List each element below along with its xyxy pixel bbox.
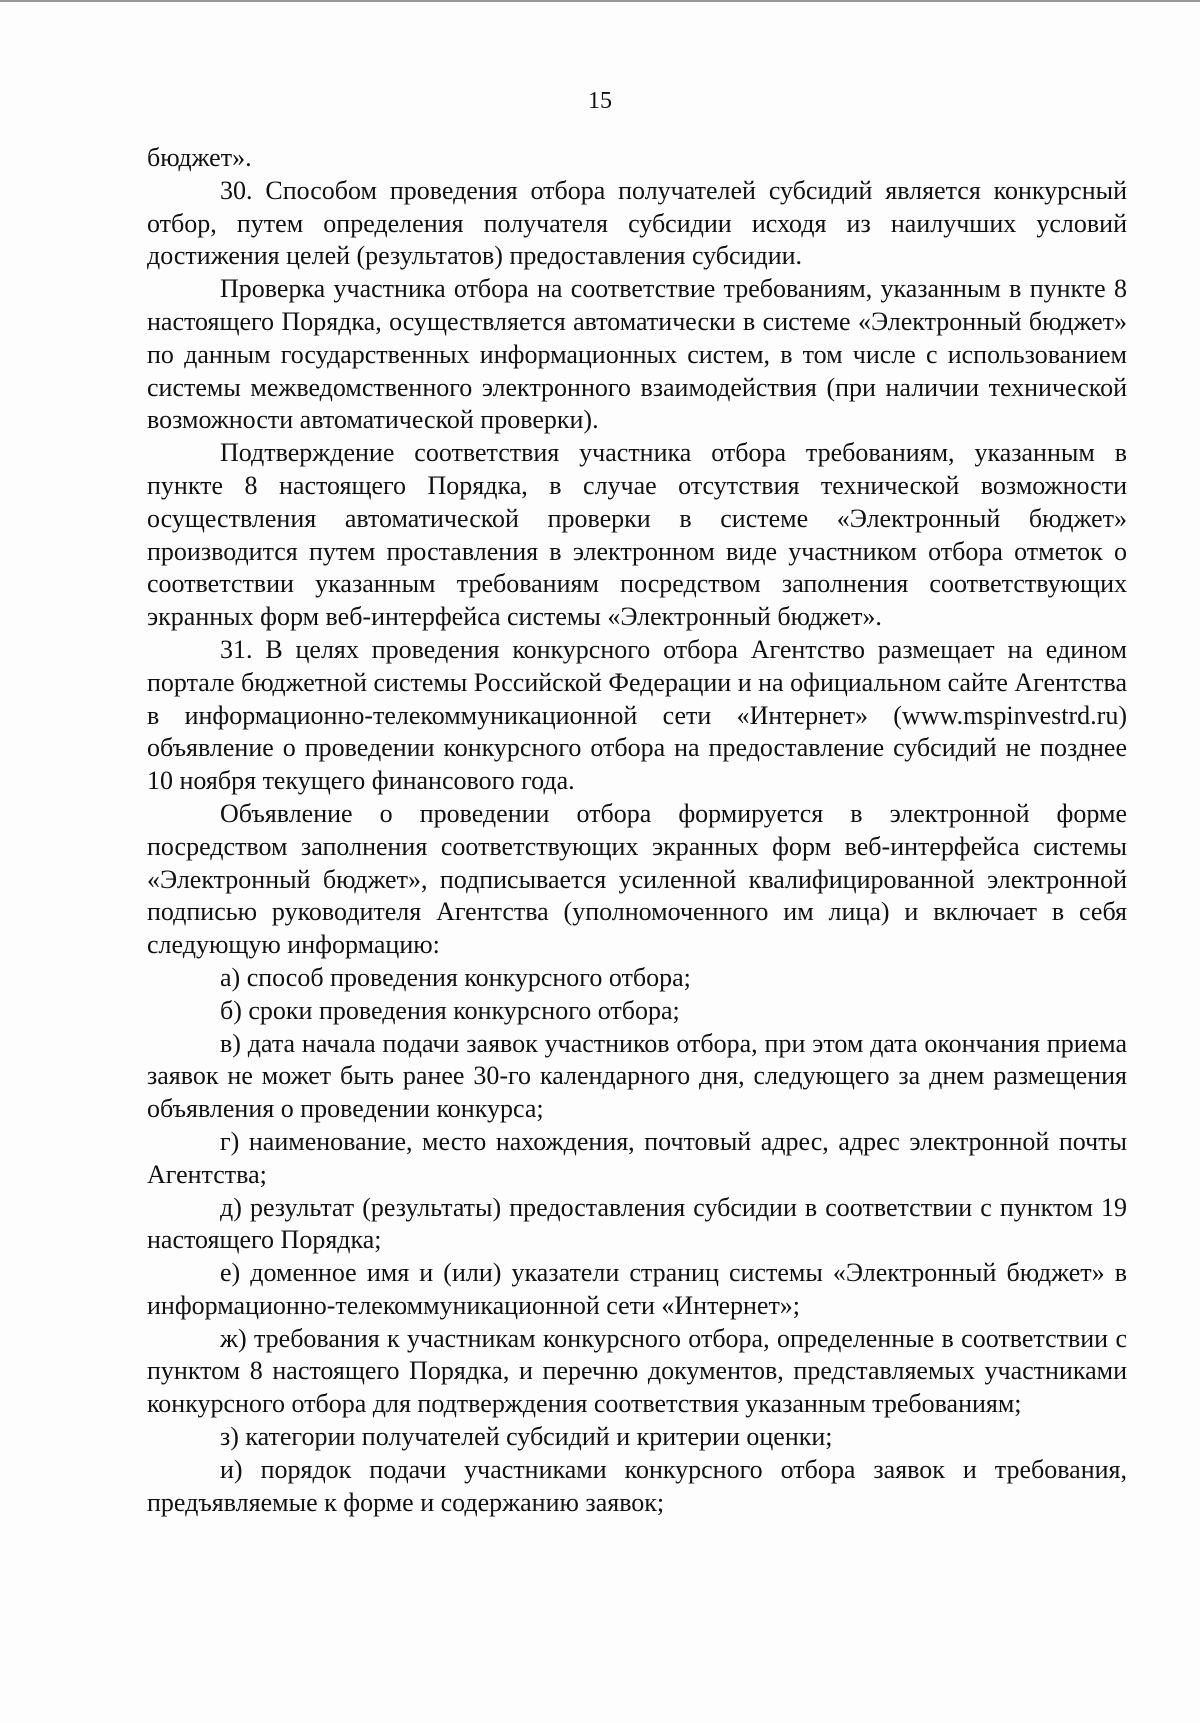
scan-top-edge <box>0 0 1200 2</box>
document-body <box>147 142 1127 1519</box>
list-item-v: в) дата начала подачи заявок участников отбора, при этом дата окончания приема заявок не может быть ранее 30-го календарного дня, следующего за днем размещения объявления о проведении конкурса; <box>147 1028 1127 1124</box>
paragraph-item-30: 30. Способом проведения отбора получателей субсидий является конкурсный отбор, путем определения получателя субсидии исходя из наилучших условий достижения целей (результатов) предоставления субсидии. <box>147 175 1127 271</box>
list-item-e: е) доменное имя и (или) указатели страниц системы «Электронный бюджет» в информационно-телекоммуникационной сети «Интернет»; <box>147 1258 1127 1320</box>
list-item-b: б) сроки проведения конкурсного отбора; <box>220 995 680 1025</box>
paragraph-continuation: бюджет». <box>147 143 252 172</box>
list-item-d: д) результат (результаты) предоставления субсидии в соответствии с пунктом 19 настоящего Порядка; <box>147 1192 1127 1255</box>
list-item-g: г) наименование, место нахождения, почтовый адрес, адрес электронной почты Агентства; <box>147 1126 1127 1189</box>
list-item-i: и) порядок подачи участниками конкурсного отбора заявок и требования, предъявляемые к форме и содержанию заявок; <box>147 1454 1127 1517</box>
paragraph-announcement: Объявление о проведении отбора формируется в электронной форме посредством заполнения соответствующих экранных форм веб-интерфейса системы «Электронный бюджет», подписывается усиленной квалифицированной электронной подписью руководителя Агентства (уполномоченного им лица) и включает в себя следующую информацию: <box>147 798 1127 960</box>
paragraph-item-31: 31. В целях проведения конкурсного отбора Агентство размещает на едином портале бюджетной системы Российской Федерации и на официальном сайте Агентства в информационно-телекоммуникационной сети «Интернет» (www.mspinvestrd.ru) объявление о проведении конкурсного отбора на предоставление субсидий не позднее 10 ноября текущего финансового года. <box>147 634 1127 796</box>
page-number: 15 <box>588 88 612 114</box>
paragraph-confirmation: Подтверждение соответствия участника отбора требованиям, указанным в пункте 8 настоящего Порядка, в случае отсутствия технической возможности осуществления автоматической проверки в системе «Электронный бюджет» производится путем проставления в электронном виде участником отбора отметок о соответствии указанным требованиям посредством заполнения соответствующих экранных форм веб-интерфейса системы «Электронный бюджет». <box>147 438 1127 632</box>
list-item-z: з) категории получателей субсидий и критерии оценки; <box>220 1422 833 1452</box>
list-item-zh: ж) требования к участникам конкурсного отбора, определенные в соответствии с пунктом 8 настоящего Порядка, и перечню документов, представляемых участниками конкурсного отбора для подтверждения соответствия указанным требованиям; <box>147 1323 1127 1419</box>
list-item-a: а) способ проведения конкурсного отбора; <box>220 962 691 992</box>
paragraph-verification: Проверка участника отбора на соответствие требованиям, указанным в пункте 8 настоящего Порядка, осуществляется автоматически в системе «Электронный бюджет» по данным государственных информационных систем, в том числе с использованием системы межведомственного электронного взаимодействия (при наличии технической возможности автоматической проверки). <box>147 274 1127 435</box>
